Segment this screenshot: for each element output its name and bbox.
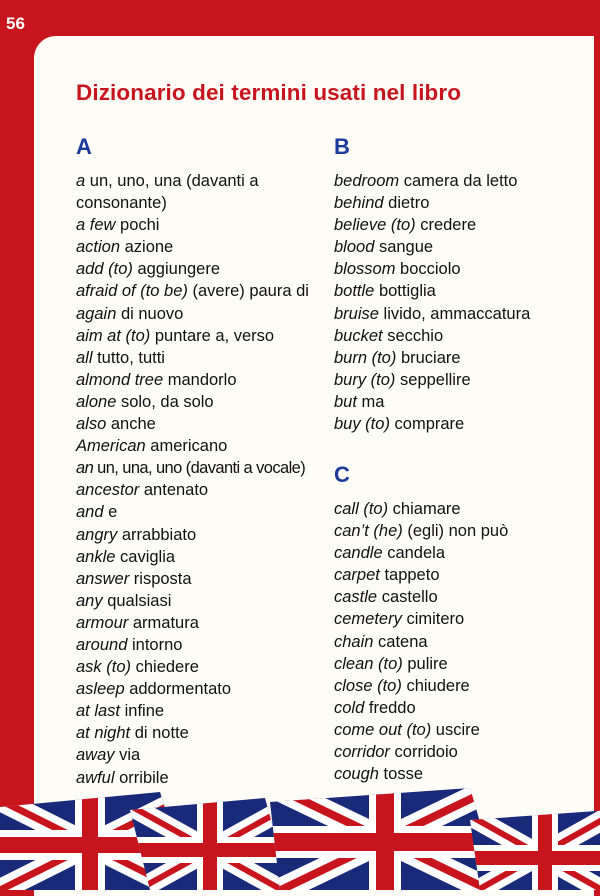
entry-term: around — [76, 635, 128, 654]
entry-definition: secchio — [382, 326, 444, 345]
entry-definition: tappeto — [379, 566, 440, 585]
entry-definition: camera da letto — [399, 172, 518, 190]
entry-definition: un, una, uno (davanti a vocale) — [93, 459, 306, 478]
entry-definition: qualsiasi — [102, 591, 172, 610]
entry-definition: aggiungere — [132, 260, 221, 279]
entry-term: and — [76, 503, 104, 522]
entry-term: carpet — [334, 566, 380, 585]
entry-definition: ma — [356, 392, 385, 411]
entry-term: corridor — [334, 743, 390, 762]
entry-term: almond tree — [76, 370, 164, 389]
entry-definition: e — [103, 503, 118, 522]
entry-definition: di nuovo — [116, 304, 184, 323]
glossary-entry — [334, 741, 508, 763]
entry-definition: via — [114, 746, 141, 765]
union-jack-flags — [0, 780, 600, 890]
entry-definition: livido, ammaccatura — [378, 304, 531, 323]
entry-definition: comprare — [389, 415, 465, 434]
entry-definition: cimitero — [401, 610, 465, 629]
entry-term: candle — [334, 544, 383, 563]
entry-term: all — [76, 348, 93, 367]
entry-definition: bottiglia — [374, 282, 436, 301]
entry-term: armour — [76, 613, 129, 632]
entry-definition: freddo — [364, 698, 416, 717]
entry-definition: armatura — [128, 613, 199, 632]
entry-term: away — [76, 746, 115, 765]
entry-term: close (to) — [334, 676, 402, 695]
glossary-entry — [76, 457, 309, 479]
entry-term: aim at (to) — [76, 326, 151, 345]
entry-term: angry — [76, 525, 118, 544]
entry-definition: consonante) — [76, 194, 167, 213]
glossary-entry — [76, 612, 309, 634]
entry-definition: puntare a, verso — [150, 326, 275, 345]
glossary-entry — [76, 280, 309, 302]
glossary-entry — [334, 631, 508, 653]
entry-definition: castello — [377, 588, 438, 607]
entry-definition: intorno — [127, 635, 183, 654]
glossary-entry — [76, 700, 309, 722]
entry-term: buy (to) — [334, 415, 390, 434]
entry-definition: dietro — [383, 194, 430, 213]
glossary-entry — [76, 258, 309, 280]
glossary-entry — [76, 303, 309, 325]
entry-term: cemetery — [334, 610, 402, 629]
glossary-entry — [76, 590, 309, 612]
entry-definition: sangue — [374, 238, 434, 257]
glossary-entry — [76, 347, 309, 369]
glossary-column-c — [334, 498, 508, 785]
entry-term: ancestor — [76, 481, 140, 500]
entry-term: action — [76, 238, 121, 257]
glossary-entry — [76, 192, 309, 214]
glossary-entry — [334, 542, 508, 564]
entry-definition: caviglia — [115, 547, 176, 566]
entry-definition: candela — [382, 544, 446, 563]
glossary-entry — [76, 524, 309, 546]
entry-definition: uscire — [431, 720, 480, 739]
entry-definition: addormentato — [124, 680, 232, 699]
entry-definition: americano — [145, 437, 228, 456]
glossary-entry — [334, 413, 530, 435]
glossary-entry — [76, 170, 309, 192]
entry-term: asleep — [76, 680, 125, 699]
glossary-entry — [76, 435, 309, 457]
entry-definition: mandorlo — [163, 370, 237, 389]
entry-definition: chiamare — [388, 500, 461, 518]
entry-term: answer — [76, 569, 130, 588]
entry-definition: catena — [373, 632, 428, 651]
glossary-entry — [334, 214, 530, 236]
entry-term: bucket — [334, 326, 383, 345]
entry-term: awful — [76, 768, 115, 787]
glossary-entry — [334, 391, 530, 413]
entry-definition: seppellire — [395, 370, 471, 389]
section-letter-c: C — [334, 462, 350, 487]
entry-term: also — [76, 415, 107, 434]
section-letter-b: B — [334, 134, 350, 159]
glossary-entry — [334, 236, 530, 258]
glossary-entry — [334, 347, 530, 369]
entry-definition: tutto, tutti — [92, 348, 165, 367]
entry-definition: arrabbiato — [117, 525, 197, 544]
glossary-column-b — [334, 170, 530, 435]
entry-definition: azione — [120, 238, 174, 257]
entry-term: come out (to) — [334, 720, 432, 739]
entry-term: add (to) — [76, 260, 133, 279]
entry-definition: tosse — [378, 765, 423, 784]
entry-term: ankle — [76, 547, 116, 566]
glossary-entry — [76, 568, 309, 590]
glossary-entry — [76, 391, 309, 413]
glossary-entry — [334, 564, 508, 586]
entry-term: again — [76, 304, 117, 323]
entry-definition: un, uno, una (davanti a — [85, 172, 259, 190]
entry-term: burn (to) — [334, 348, 397, 367]
entry-term: cold — [334, 698, 365, 717]
entry-definition: pulire — [402, 654, 448, 673]
entry-definition: di notte — [130, 724, 189, 743]
entry-definition: infine — [120, 702, 165, 721]
entry-term: ask (to) — [76, 658, 132, 677]
entry-definition: chiudere — [401, 676, 470, 695]
glossary-entry — [334, 303, 530, 325]
glossary-entry — [76, 656, 309, 678]
glossary-entry — [334, 170, 530, 192]
entry-term: blood — [334, 238, 375, 257]
glossary-entry — [334, 258, 530, 280]
entry-definition: bocciolo — [395, 260, 461, 279]
entry-term: any — [76, 591, 103, 610]
glossary-entry — [334, 653, 508, 675]
entry-term: bruise — [334, 304, 379, 323]
glossary-entry — [76, 501, 309, 523]
entry-term: a — [76, 172, 86, 190]
glossary-entry — [334, 586, 508, 608]
entry-definition: solo, da solo — [116, 392, 214, 411]
glossary-entry — [76, 678, 309, 700]
glossary-entry — [76, 546, 309, 568]
entry-term: bedroom — [334, 172, 400, 190]
glossary-column-a — [76, 170, 309, 789]
entry-term: bottle — [334, 282, 375, 301]
glossary-entry — [76, 236, 309, 258]
glossary-entry — [334, 369, 530, 391]
entry-term: castle — [334, 588, 378, 607]
page-title: Dizionario dei termini usati nel libro — [76, 80, 462, 105]
entry-term: at last — [76, 702, 121, 721]
glossary-entry — [334, 697, 508, 719]
flag-4 — [460, 800, 600, 890]
entry-definition: anche — [106, 415, 156, 434]
entry-definition: orribile — [114, 768, 169, 787]
page-number: 56 — [6, 14, 25, 33]
entry-definition: bruciare — [396, 348, 461, 367]
entry-term: call (to) — [334, 500, 389, 518]
entry-definition: credere — [415, 216, 477, 235]
entry-term: clean (to) — [334, 654, 403, 673]
entry-term: an — [76, 459, 94, 478]
glossary-entry — [334, 498, 508, 520]
glossary-entry — [76, 413, 309, 435]
entry-definition: corridoio — [389, 743, 458, 762]
entry-term: chain — [334, 632, 374, 651]
entry-definition: risposta — [129, 569, 192, 588]
entry-term: bury (to) — [334, 370, 396, 389]
glossary-entry — [76, 214, 309, 236]
entry-term: believe (to) — [334, 216, 416, 235]
glossary-entry — [76, 479, 309, 501]
entry-term: alone — [76, 392, 117, 411]
entry-definition: (avere) paura di — [187, 282, 309, 301]
entry-term: American — [76, 437, 146, 456]
entry-definition: antenato — [139, 481, 209, 500]
glossary-entry — [76, 722, 309, 744]
glossary-entry — [76, 634, 309, 656]
glossary-entry — [76, 744, 309, 766]
glossary-entry — [76, 325, 309, 347]
entry-definition: chiedere — [131, 658, 199, 677]
glossary-entry — [334, 675, 508, 697]
glossary-entry — [334, 280, 530, 302]
glossary-entry — [334, 325, 530, 347]
glossary-entry — [76, 369, 309, 391]
entry-term: a few — [76, 216, 116, 235]
glossary-entry — [334, 719, 508, 741]
entry-definition: pochi — [115, 216, 160, 235]
entry-term: blossom — [334, 260, 396, 279]
entry-term: cough — [334, 765, 379, 784]
entry-term: at night — [76, 724, 131, 743]
entry-term: can’t (he) — [334, 522, 403, 541]
glossary-entry — [334, 192, 530, 214]
entry-term: afraid of (to be) — [76, 282, 188, 301]
entry-definition: (egli) non può — [402, 522, 509, 541]
entry-term: behind — [334, 194, 384, 213]
glossary-entry — [334, 608, 508, 630]
section-letter-a: A — [76, 134, 92, 159]
glossary-entry — [334, 520, 508, 542]
entry-term: but — [334, 392, 357, 411]
